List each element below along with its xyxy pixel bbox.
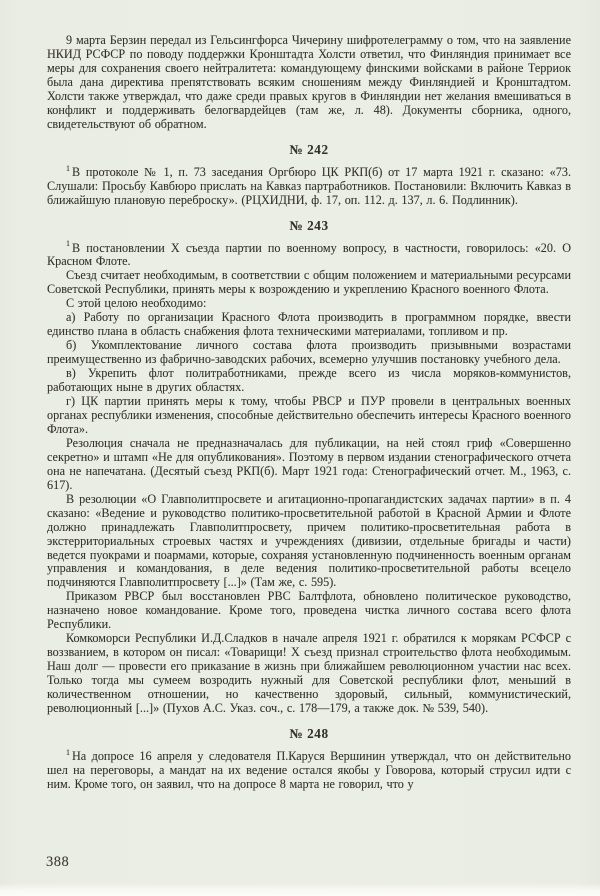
doc-248-footnote-1 [47,747,571,792]
doc-243-footnote-1-p6 [47,367,571,395]
footnote-text: в) Укрепить флот политработниками, прежде всего из числа моряков-коммунистов, работающих ныне в других областях. [47,366,571,395]
doc-heading-242: № 242 [289,141,329,157]
footnote-marker: 1 [66,239,70,249]
doc-243-footnote-1-p7 [47,395,571,437]
footnote-text: В резолюции «О Главполитпросвете и агитационно-пропагандистских задачах партии» в п. 4 сказано: «Ведение и руководство политико-просветительной работой в Красной Армии и Флоте должно принадлежать Главполитпросвету, причем политико-просветительная работа в экстерриториальных строевых частях и учреждениях (дивизии, отдельные бригады и части) ведется пуокрами и поармами, которые, сохраняя установленную подчиненность военным органам управления и командования, в деле ведения политико-просветительной работы всецело подчиняются Главполитпросвету [...]» (Там же, с. 595). [47,491,571,590]
footnote-text: В постановлении X съезда партии по военному вопросу, в частности, говорилось: «20. О Красном Флоте. [47,240,571,269]
doc-242-footnote-1 [47,163,571,208]
page-text-block [47,34,571,792]
doc-243-footnote-1-p4 [47,311,571,339]
doc-243-footnote-1-p1 [47,239,571,270]
footnote-text: Резолюция сначала не предназначалась для публикации, на ней стоял гриф «Совершенно секретно» и штамп «Не для опубликования». Поэтому в первом издании стенографического отчета она не напечатана. (Десятый съезд РКП(б). Март 1921 года: Стенографический отчет. М., 1963, с. 617). [47,435,571,492]
doc-243-footnote-1-p11 [47,632,571,716]
doc-243-footnote-1-p10 [47,590,571,632]
doc-heading-243: № 243 [289,217,329,233]
footnote-text: В протоколе № 1, п. 73 заседания Оргбюро ЦК РКП(б) от 17 марта 1921 г. сказано: «73. Слушали: Просьбу Кавбюро прислать на Кавказ партработников. Постановили: Включить Кавказ в ближайшую плановую переброску». (РЦХИДНИ, ф. 17, оп. 112. д. 137, л. 6. Подлинник). [47,164,571,207]
intro-paragraph-text: 9 марта Берзин передал из Гельсингфорса Чичерину шифротелеграмму о том, что на заявление НКИД РСФСР по поводу поддержки Кронштадта Холсти ответил, что Финляндия принимает все меры для сохранения своего нейтралитета: командующему финскими войсками в районе Терриок была дана директива препятствовать всяким сношениям между Финляндией и Кронштадтом. Холсти также утверждал, что даже среди правых кругов в Финляндии нет желания вмешиваться в конфликт и поддерживать белогвардейцев (там же, л. 48). Документы сборника, одного, свидетельствуют об обратном. [47,33,571,131]
footnote-text: Комкоморси Республики И.Д.Сладков в начале апреля 1921 г. обратился к морякам РСФСР с воззванием, в котором он писал: «Товарищи! X съезд признал строительство флота необходимым. Наш долг — провести его приказание в жизнь при ближайшем революционном участии нас всех. Только тогда мы сумеем возродить нужный для Советской республики флот, меньший в количественном отношении, но качественно здоровый, сильный, коммунистический, революционный [...]» (Пухов А.С. Указ. соч., с. 178—179, а также док. № 539, 540). [47,631,571,715]
footnote-marker: 1 [66,747,70,757]
footnote-text: г) ЦК партии принять меры к тому, чтобы РВСР и ПУР провели в центральных военных органах республики изменения, способные действительно обеспечить интересы Красного военного Флота». [47,394,571,436]
footnote-text: а) Работу по организации Красного Флота производить в программном порядке, ввести единство плана в область снабжения флота техническими материалами, топливом и пр. [47,310,571,339]
footnote-text: С этой целою необходимо: [66,296,207,311]
doc-243-footnote-1-p5 [47,339,571,367]
doc-heading-248: № 248 [289,725,329,741]
footnote-text: б) Укомплектование личного состава флота производить призывными возрастами преимущественно из фабрично-заводских рабочих, всемерно улучшив постановку учебного дела. [47,338,571,367]
footnote-text: Съезд считает необходимым, в соответствии с общим положением и материальными ресурсами Советской Республики, принять меры к возрождению и укреплению Красного военного Флота. [47,268,571,297]
page-number: 388 [46,854,70,870]
doc-243-footnote-1-p2 [47,269,571,297]
doc-243-footnote-1-p3 [47,297,571,311]
doc-243-footnote-1-p8 [47,437,571,493]
doc-243-footnote-1-p9 [47,493,571,591]
intro-paragraph [47,34,571,132]
footnote-marker: 1 [66,163,70,173]
footnote-text: На допросе 16 апреля у следователя П.Каруся Вершинин утверждал, что он действительно шел на переговоры, а мандат на их ведение остался якобы у Говорова, который струсил идти с ним. Кроме того, он заявил, что на допросе 8 марта не говорил, что у [47,748,571,791]
footnote-text: Приказом РВСР был восстановлен РВС Балтфлота, обновлено политическое руководство, назначено новое командование. Кроме того, проведена чистка личного состава всего флота Республики. [47,589,571,632]
